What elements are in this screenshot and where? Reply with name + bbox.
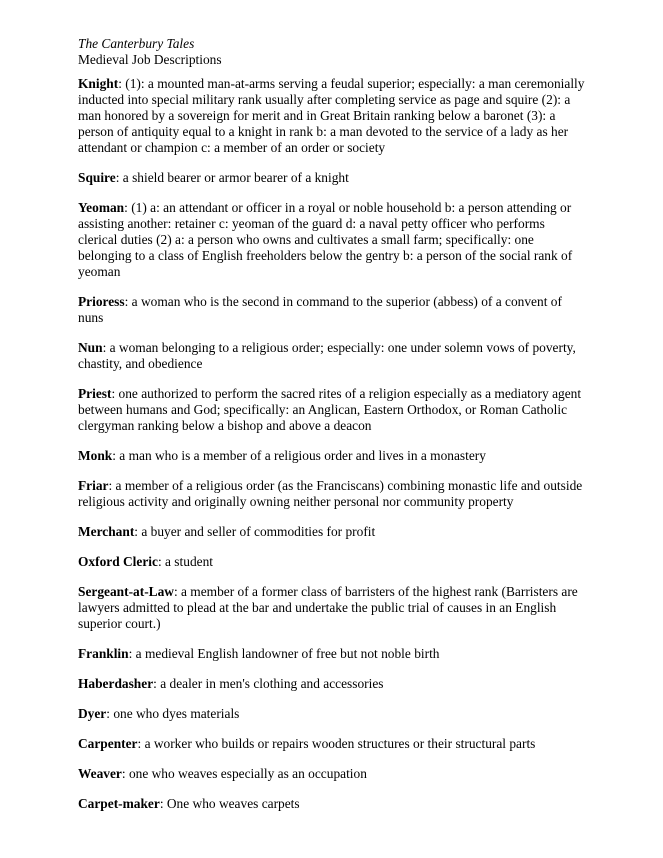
entry-definition: : a member of a religious order (as the Franciscans) combining monastic life and outside religious activity and originally owning neither personal nor community property (78, 478, 583, 509)
entry-term: Friar (78, 478, 109, 493)
entry-definition: : one authorized to perform the sacred rites of a religion especially as a mediatory agent between humans and God; specifically: an Anglican, Eastern Orthodox, or Roman Catholic clergyman ranking below a bishop and above a deacon (78, 386, 582, 433)
entry-term: Franklin (78, 646, 129, 661)
entry-term: Yeoman (78, 200, 125, 215)
entry-definition: : one who weaves especially as an occupation (121, 766, 367, 781)
definition-entry (78, 554, 586, 570)
definition-entry (78, 170, 586, 186)
entry-term: Carpet-maker (78, 796, 160, 811)
entry-term: Merchant (78, 524, 135, 539)
entry-term: Squire (78, 170, 116, 185)
entry-term: Dyer (78, 706, 107, 721)
definition-list (78, 76, 586, 812)
entry-term: Nun (78, 340, 103, 355)
definition-entry (78, 200, 586, 280)
document-title: The Canterbury Tales (78, 36, 195, 51)
entry-term: Sergeant-at-Law (78, 584, 174, 599)
entry-definition: : (1) a: an attendant or officer in a royal or noble household b: a person attending or assisting another: retainer c: yeoman of the guard d: a naval petty officer who performs clerical duties (2) a: a person who owns and cultivates a small farm; specifically: one belonging to a class of English freeholders below the gentry b: a person of the social rank of yeoman (78, 200, 573, 279)
document-subtitle: Medieval Job Descriptions (78, 52, 222, 67)
definition-entry (78, 386, 586, 434)
definition-entry (78, 706, 586, 722)
entry-term: Prioress (78, 294, 125, 309)
definition-entry (78, 478, 586, 510)
entry-definition: : a worker who builds or repairs wooden structures or their structural parts (137, 736, 536, 751)
definition-entry (78, 796, 586, 812)
entry-definition: : a woman who is the second in command to the superior (abbess) of a convent of nuns (78, 294, 562, 325)
entry-term: Haberdasher (78, 676, 154, 691)
definition-entry (78, 294, 586, 326)
definition-entry (78, 584, 586, 632)
definition-entry (78, 736, 586, 752)
entry-term: Weaver (78, 766, 122, 781)
entry-definition: : a member of a former class of barristers of the highest rank (Barristers are lawyers admitted to plead at the bar and undertake the public trial of causes in an English superior court.) (78, 584, 578, 631)
entry-definition: : a woman belonging to a religious order; especially: one under solemn vows of poverty, chastity, and obedience (78, 340, 576, 371)
entry-definition: : a dealer in men's clothing and accessories (153, 676, 384, 691)
entry-term: Priest (78, 386, 112, 401)
entry-definition: : a shield bearer or armor bearer of a knight (115, 170, 349, 185)
definition-entry (78, 766, 586, 782)
entry-term: Monk (78, 448, 113, 463)
definition-entry (78, 646, 586, 662)
entry-term: Carpenter (78, 736, 138, 751)
entry-definition: : a medieval English landowner of free but not noble birth (128, 646, 440, 661)
entry-term: Knight (78, 76, 119, 91)
definition-entry (78, 448, 586, 464)
definition-entry (78, 76, 586, 156)
definition-entry (78, 340, 586, 372)
entry-definition: : one who dyes materials (106, 706, 240, 721)
entry-term: Oxford Cleric (78, 554, 158, 569)
entry-definition: : One who weaves carpets (159, 796, 300, 811)
document-header (78, 36, 586, 68)
definition-entry (78, 676, 586, 692)
entry-definition: : a student (157, 554, 213, 569)
entry-definition: : a man who is a member of a religious order and lives in a monastery (112, 448, 486, 463)
entry-definition: : (1): a mounted man-at-arms serving a feudal superior; especially: a man ceremonially inducted into special military rank usually after completing service as page and squire (2): a man honored by a sovereign for merit and in Great Britain ranking below a baronet (3): a person of antiquity equal to a knight in rank b: a man devoted to the service of a lady as her attendant or champion c: a member of an order or society (78, 76, 585, 155)
entry-definition: : a buyer and seller of commodities for profit (134, 524, 376, 539)
document-page (78, 36, 586, 826)
definition-entry (78, 524, 586, 540)
